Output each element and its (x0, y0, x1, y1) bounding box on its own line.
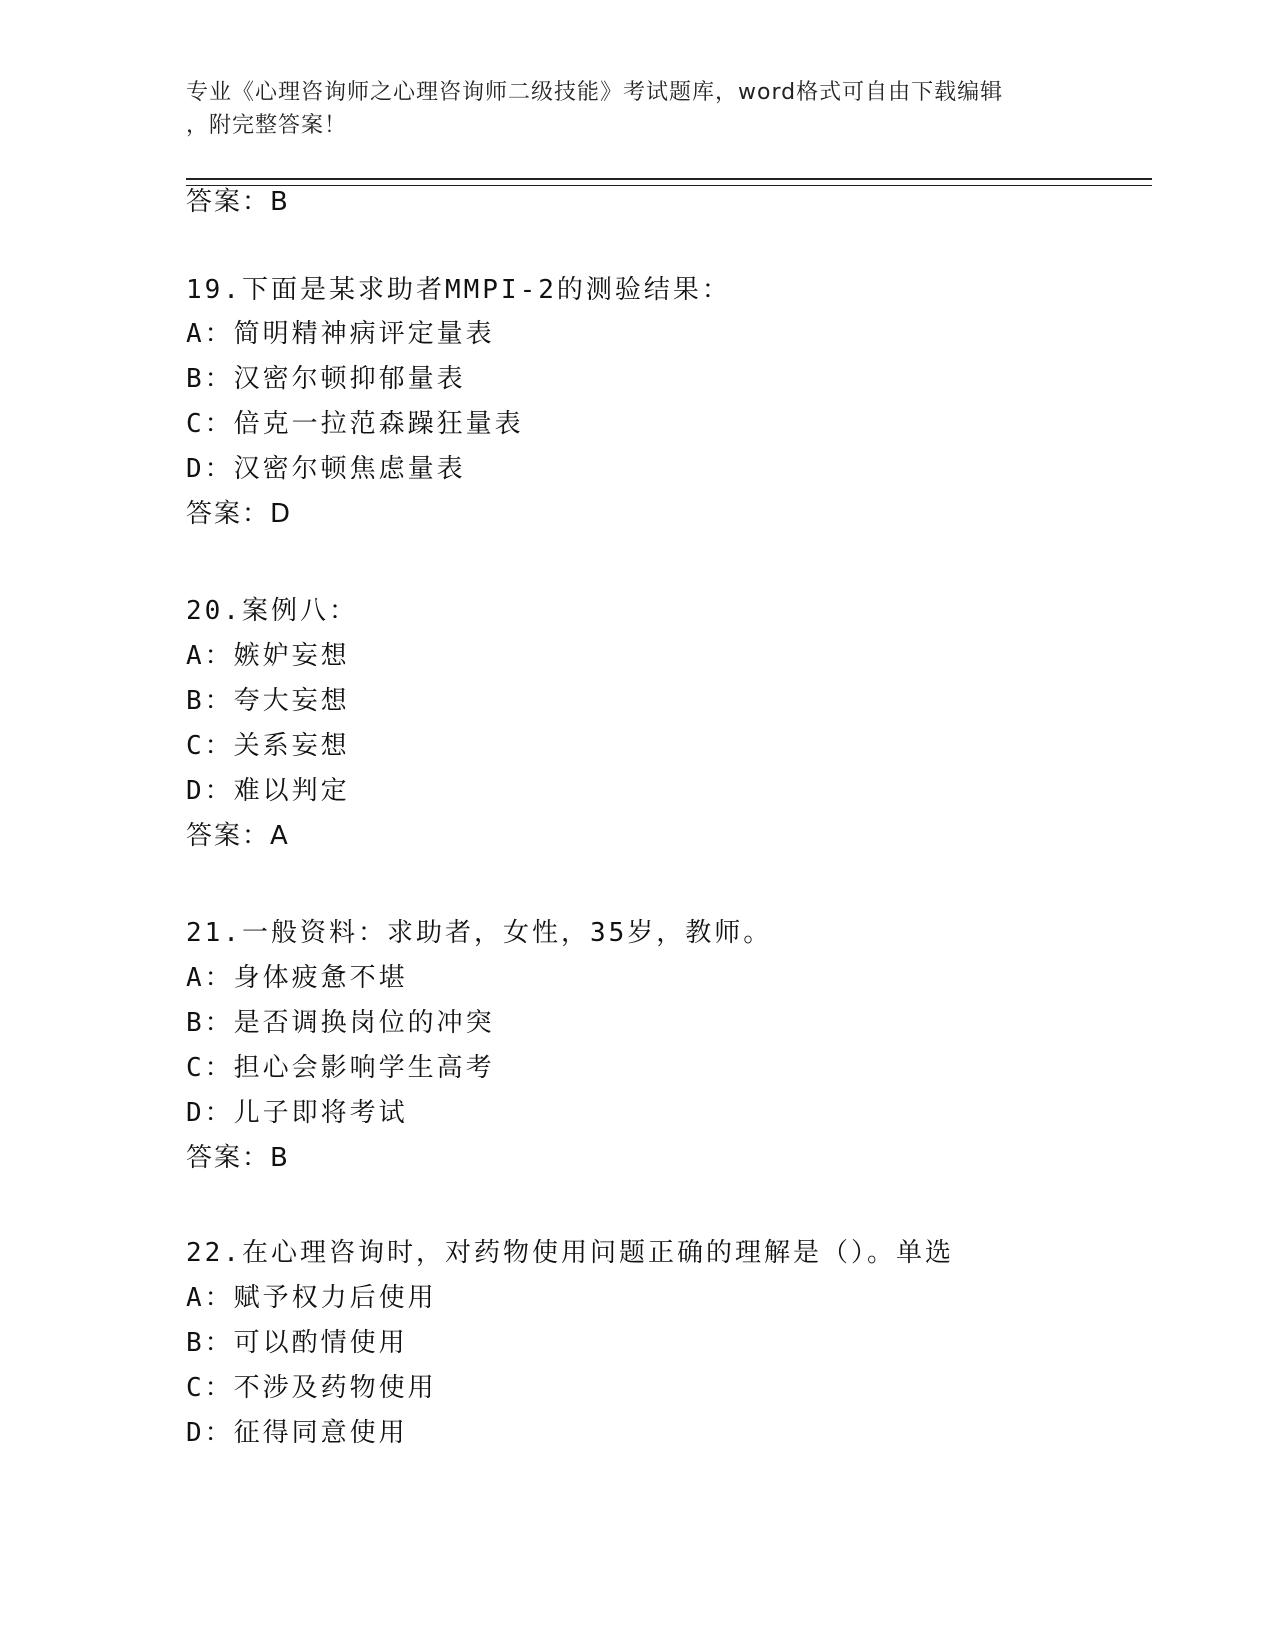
answer-value: B (270, 187, 290, 217)
question-option: C：不涉及药物使用 (186, 1373, 437, 1403)
answer-label: 答案： (186, 499, 271, 529)
question-option: D：难以判定 (186, 776, 350, 806)
question-option: A：身体疲惫不堪 (186, 963, 408, 993)
question-option: D：儿子即将考试 (186, 1098, 408, 1128)
document-header (186, 76, 1086, 142)
question-option: A：简明精神病评定量表 (186, 319, 495, 349)
question-option: D：征得同意使用 (186, 1418, 408, 1448)
question-stem: 22.在心理咨询时，对药物使用问题正确的理解是（）。单选 (186, 1238, 954, 1268)
answer-line (186, 820, 290, 852)
question-stem: 19.下面是某求助者MMPI-2的测验结果： (186, 275, 731, 305)
question-option: A：嫉妒妄想 (186, 641, 350, 671)
question-option: B：可以酌情使用 (186, 1328, 408, 1358)
answer-value: B (270, 1143, 290, 1173)
answer-line (186, 498, 292, 530)
answer-value: D (270, 499, 293, 529)
header-divider (186, 178, 1152, 186)
question-option: B：汉密尔顿抑郁量表 (186, 364, 466, 394)
header-line-1: 专业《心理咨询师之心理咨询师二级技能》考试题库，word格式可自由下载编辑 (186, 80, 1004, 105)
header-line-2: ，附完整答案！ (186, 113, 348, 138)
question-option: D：汉密尔顿焦虑量表 (186, 454, 466, 484)
answer-label: 答案： (186, 821, 271, 851)
question-option: B：夸大妄想 (186, 686, 350, 716)
question-stem: 21.一般资料：求助者，女性，35岁，教师。 (186, 918, 773, 948)
answer-label: 答案： (186, 187, 271, 217)
question-option: C：担心会影响学生高考 (186, 1053, 495, 1083)
question-option: B：是否调换岗位的冲突 (186, 1008, 495, 1038)
question-option: A：赋予权力后使用 (186, 1283, 437, 1313)
question-option: C：倍克一拉范森躁狂量表 (186, 409, 524, 439)
answer-label: 答案： (186, 1143, 271, 1173)
question-option: C：关系妄想 (186, 731, 350, 761)
answer-value: A (270, 821, 290, 851)
question-stem: 20.案例八： (186, 596, 358, 626)
answer-line (186, 186, 290, 218)
answer-line (186, 1142, 290, 1174)
